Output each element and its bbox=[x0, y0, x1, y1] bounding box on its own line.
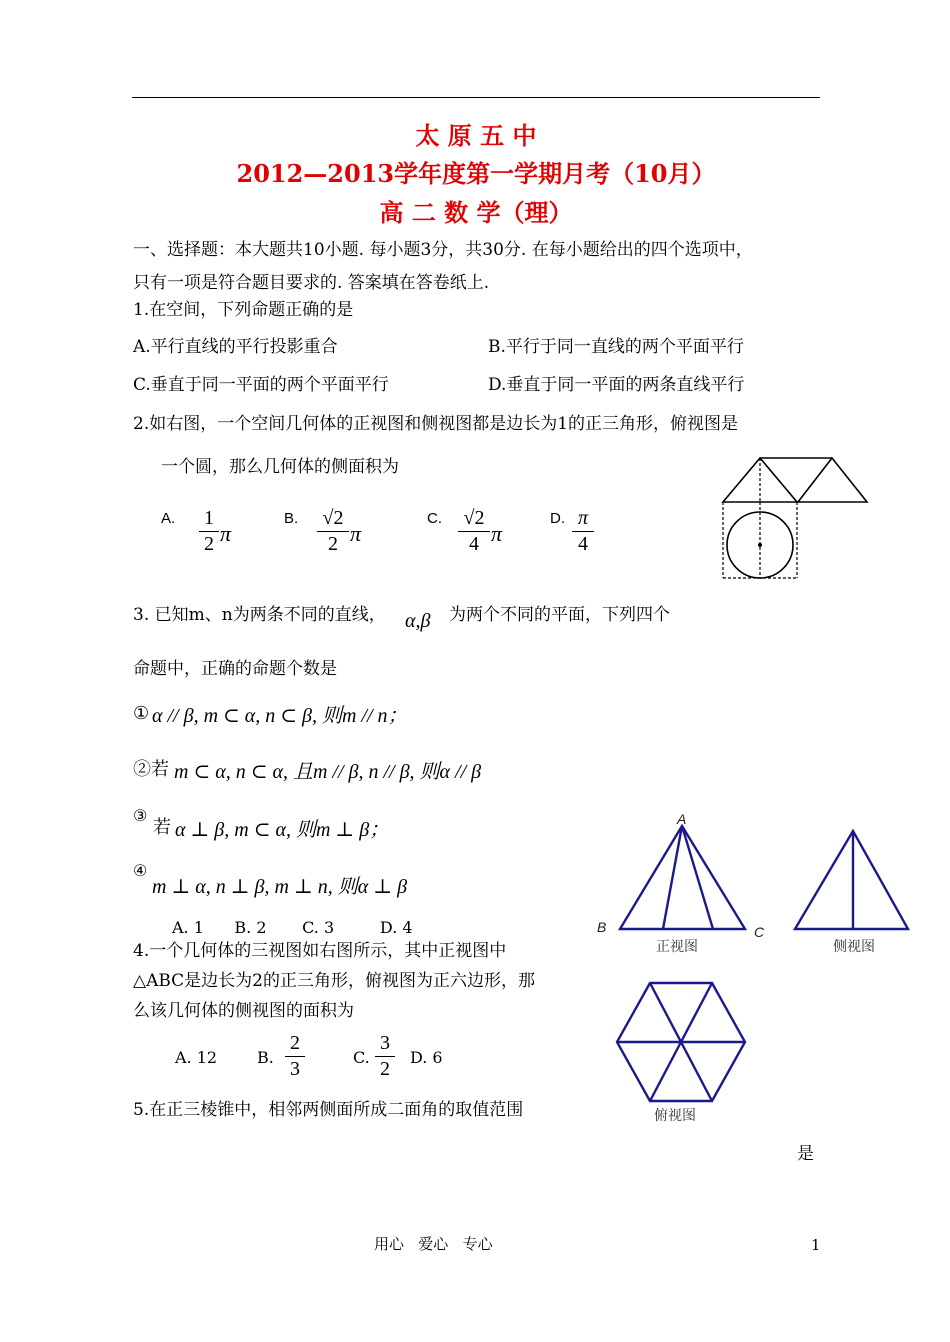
q4-front-view bbox=[620, 826, 745, 929]
q2-option-d-label: D. bbox=[550, 510, 565, 527]
q4-side-view bbox=[795, 831, 908, 929]
school-title: 太 原 五 中 bbox=[415, 121, 537, 150]
q2-option-d-fraction bbox=[572, 506, 594, 556]
q2-a-pi: π bbox=[220, 521, 232, 546]
q3-stem-part1: 3. 已知m、n为两条不同的直线， bbox=[133, 605, 386, 625]
q1-option-b: B.平行于同一直线的两个平面平行 bbox=[488, 337, 744, 357]
q2-option-b-fraction bbox=[317, 506, 349, 556]
q2-b-numerator: √2 bbox=[317, 506, 349, 532]
q5-stem: 5.在正三棱锥中，相邻两侧面所成二面角的取值范围 bbox=[133, 1100, 524, 1120]
q4-stem-line2: △ABC是边长为2的正三角形，俯视图为正六边形，那 bbox=[133, 971, 535, 991]
q2-option-a-fraction bbox=[199, 506, 219, 556]
q4-label-c: C bbox=[754, 924, 765, 940]
q1-option-a: A.平行直线的平行投影重合 bbox=[133, 337, 338, 357]
q2-stem-line2: 一个圆，那么几何体的侧面积为 bbox=[161, 457, 399, 477]
q2-option-c-label: C. bbox=[427, 510, 442, 527]
q2-option-b-label: B. bbox=[284, 510, 299, 527]
q2-option-c-fraction bbox=[458, 506, 490, 556]
q4-three-view-figure bbox=[590, 808, 918, 1128]
q2-d-numerator: π bbox=[572, 506, 594, 532]
q2-b-pi: π bbox=[350, 521, 362, 546]
q3-prop2: m ⊂ α, n ⊂ α, 且m // β, n // β, 则α // β bbox=[174, 761, 482, 783]
section-intro-line1: 一、选择题：本大题共10小题. 每小题3分，共30分. 在每小题给出的四个选项中， bbox=[133, 240, 753, 260]
q4-label-b: B bbox=[597, 919, 607, 935]
q3-options: A. 1 B. 2 C. 3 D. 4 bbox=[172, 918, 413, 937]
subject-title: 高 二 数 学（理） bbox=[379, 198, 573, 227]
q3-stem-line2: 命题中，正确的命题个数是 bbox=[133, 659, 337, 679]
q4-side-view-label: 侧视图 bbox=[833, 938, 875, 954]
q5-stem-tail: 是 bbox=[797, 1144, 814, 1164]
q2-option-a-label: A. bbox=[161, 510, 176, 527]
q1-stem: 1.在空间，下列命题正确的是 bbox=[133, 300, 354, 320]
q4-b-denominator: 3 bbox=[290, 1058, 300, 1080]
q4-option-a: A. 12 bbox=[175, 1048, 218, 1067]
page-number: 1 bbox=[811, 1236, 821, 1254]
header-rule bbox=[132, 97, 820, 98]
q3-prop3-prefix: 若 bbox=[153, 817, 171, 838]
q3-prop4-mark: ④ bbox=[133, 861, 148, 880]
q3-prop3-mark: ③ bbox=[133, 806, 148, 825]
q4-stem-line3: 么该几何体的侧视图的面积为 bbox=[133, 1001, 354, 1021]
q4-option-c-fraction bbox=[375, 1031, 395, 1081]
q4-b-numerator: 2 bbox=[285, 1031, 305, 1057]
q3-prop4: m ⊥ α, n ⊥ β, m ⊥ n, 则α ⊥ β bbox=[152, 876, 408, 898]
q2-a-numerator: 1 bbox=[199, 506, 219, 532]
q4-option-d: D. 6 bbox=[410, 1048, 443, 1067]
q2-front-view bbox=[723, 458, 797, 502]
q4-label-a: A bbox=[677, 811, 687, 827]
q2-a-denominator: 2 bbox=[204, 533, 214, 555]
exam-title: 2012—2013学年度第一学期月考（10月） bbox=[236, 159, 716, 188]
q4-option-c-label: C. bbox=[353, 1048, 370, 1067]
q2-c-numerator: √2 bbox=[458, 506, 490, 532]
q3-alpha-beta: α,β bbox=[405, 610, 431, 632]
q4-option-b-label: B. bbox=[257, 1048, 274, 1067]
footer-motto: 用心 爱心 专心 bbox=[374, 1235, 493, 1253]
q2-c-denominator: 4 bbox=[469, 533, 479, 555]
q2-side-view bbox=[798, 458, 867, 502]
q4-top-view-label: 俯视图 bbox=[654, 1107, 696, 1123]
q4-stem-line1: 4.一个几何体的三视图如右图所示，其中正视图中 bbox=[133, 941, 507, 961]
section-intro-line2: 只有一项是符合题目要求的. 答案填在答卷纸上. bbox=[133, 273, 490, 293]
q2-three-view-figure bbox=[720, 455, 870, 583]
q4-c-denominator: 2 bbox=[380, 1058, 390, 1080]
q4-option-b-fraction bbox=[285, 1031, 305, 1081]
q3-prop2-mark: ②若 bbox=[133, 759, 169, 780]
q4-top-view-hexagon bbox=[617, 983, 745, 1101]
q2-d-denominator: 4 bbox=[578, 533, 588, 555]
q3-prop3: α ⊥ β, m ⊂ α, 则m ⊥ β； bbox=[175, 819, 390, 841]
q3-stem-part2: 为两个不同的平面，下列四个 bbox=[449, 605, 670, 625]
q4-front-view-label: 正视图 bbox=[656, 938, 698, 954]
q2-circle-center bbox=[758, 543, 762, 547]
q2-b-denominator: 2 bbox=[328, 533, 338, 555]
q3-prop1-mark: ① bbox=[133, 703, 150, 724]
q1-option-c: C.垂直于同一平面的两个平面平行 bbox=[133, 375, 389, 395]
q1-option-d: D.垂直于同一平面的两条直线平行 bbox=[488, 375, 745, 395]
q3-prop1: α // β, m ⊂ α, n ⊂ β, 则m // n； bbox=[152, 705, 408, 727]
q4-c-numerator: 3 bbox=[375, 1031, 395, 1057]
q2-c-pi: π bbox=[491, 521, 503, 546]
q2-stem: 2.如右图，一个空间几何体的正视图和侧视图都是边长为1的正三角形，俯视图是 bbox=[133, 414, 739, 434]
